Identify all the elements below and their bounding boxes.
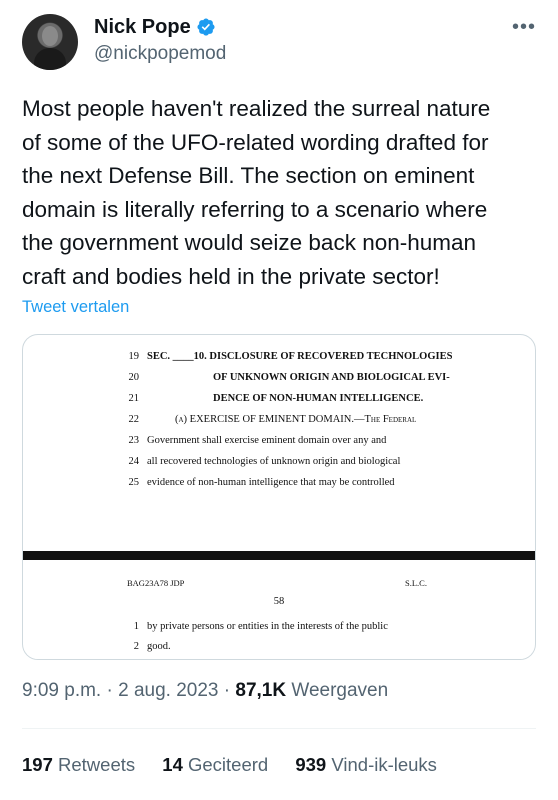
display-name-row bbox=[94, 14, 226, 40]
line-number: 23 bbox=[128, 435, 139, 446]
document-page-2 bbox=[27, 560, 531, 660]
line-number: 24 bbox=[128, 456, 139, 467]
line-number: 1 bbox=[133, 621, 139, 632]
quotes-count: 14 bbox=[162, 754, 183, 775]
doc-line bbox=[27, 368, 531, 388]
author-names bbox=[94, 14, 226, 65]
meta-separator: · bbox=[106, 680, 113, 701]
avatar-face bbox=[42, 26, 58, 46]
line-text: OF UNKNOWN ORIGIN AND BIOLOGICAL EVI- bbox=[213, 372, 450, 383]
line-number: 22 bbox=[128, 414, 139, 425]
line-text: Government shall exercise eminent domain over any and bbox=[147, 435, 387, 446]
likes-label: Vind-ik-leuks bbox=[331, 754, 437, 775]
likes-count: 939 bbox=[295, 754, 327, 775]
tweet-time[interactable]: 9:09 p.m. bbox=[22, 680, 102, 701]
meta-separator: · bbox=[223, 680, 231, 701]
line-number: 25 bbox=[128, 477, 139, 488]
page-number: 58 bbox=[273, 596, 285, 607]
display-name[interactable]: Nick Pope bbox=[94, 15, 191, 38]
line-text: all recovered technologies of unknown origin and biological bbox=[147, 456, 401, 467]
tweet-date[interactable]: 2 aug. 2023 bbox=[118, 680, 219, 701]
likes-stat[interactable] bbox=[295, 754, 437, 775]
line-text: SEC. ____10. DISCLOSURE OF RECOVERED TECHNOLOGIES bbox=[147, 351, 453, 362]
handle[interactable]: @nickpopemod bbox=[94, 43, 227, 64]
retweets-count: 197 bbox=[22, 754, 53, 775]
line-text: evidence of non-human intelligence that may be controlled bbox=[147, 477, 395, 488]
doc-line bbox=[27, 473, 531, 493]
quotes-stat[interactable] bbox=[162, 754, 268, 775]
tweet-media-image[interactable] bbox=[22, 334, 536, 660]
tweet-stats bbox=[22, 754, 459, 776]
tweet-text: Most people haven't realized the surreal nature of some of the UFO-related wording drafted for the next Defense Bill. The section on eminent domain is literally referring to a scenario where the government would seize back non-human craft and bodies held in the private sector! bbox=[22, 96, 491, 289]
avatar[interactable] bbox=[22, 14, 78, 70]
tweet-meta bbox=[22, 680, 388, 702]
quotes-label: Geciteerd bbox=[188, 754, 269, 775]
line-number: 19 bbox=[128, 351, 139, 362]
views-count[interactable]: 87,1K bbox=[235, 680, 287, 701]
doc-line bbox=[27, 452, 531, 472]
tweet-header bbox=[22, 14, 538, 70]
line-number: 2 bbox=[133, 641, 139, 652]
line-text: DENCE OF NON-HUMAN INTELLIGENCE. bbox=[213, 393, 424, 404]
line-text: (a) EXERCISE OF EMINENT DOMAIN.—The Federal bbox=[175, 414, 417, 425]
page-separator bbox=[23, 551, 535, 560]
document-slc: S.L.C. bbox=[405, 578, 427, 588]
doc-line bbox=[27, 389, 531, 409]
document-page-1 bbox=[27, 339, 531, 551]
divider bbox=[22, 728, 536, 729]
doc-line bbox=[27, 637, 531, 657]
line-number: 20 bbox=[128, 372, 139, 383]
retweets-label: Retweets bbox=[58, 754, 136, 775]
more-options-icon[interactable]: ••• bbox=[511, 16, 536, 38]
line-number: 21 bbox=[128, 393, 139, 404]
doc-line bbox=[27, 431, 531, 451]
retweets-stat[interactable] bbox=[22, 754, 135, 775]
document-code: BAG23A78 JDP bbox=[127, 578, 185, 588]
line-text: by private persons or entities in the interests of the public bbox=[147, 621, 388, 632]
translate-tweet-link[interactable]: Tweet vertalen bbox=[22, 298, 130, 316]
views-label[interactable]: Weergaven bbox=[291, 680, 389, 701]
doc-line bbox=[27, 347, 531, 367]
doc-line bbox=[27, 410, 531, 430]
verified-badge-icon[interactable] bbox=[196, 17, 216, 37]
line-text: good. bbox=[147, 641, 171, 652]
doc-line bbox=[27, 617, 531, 637]
